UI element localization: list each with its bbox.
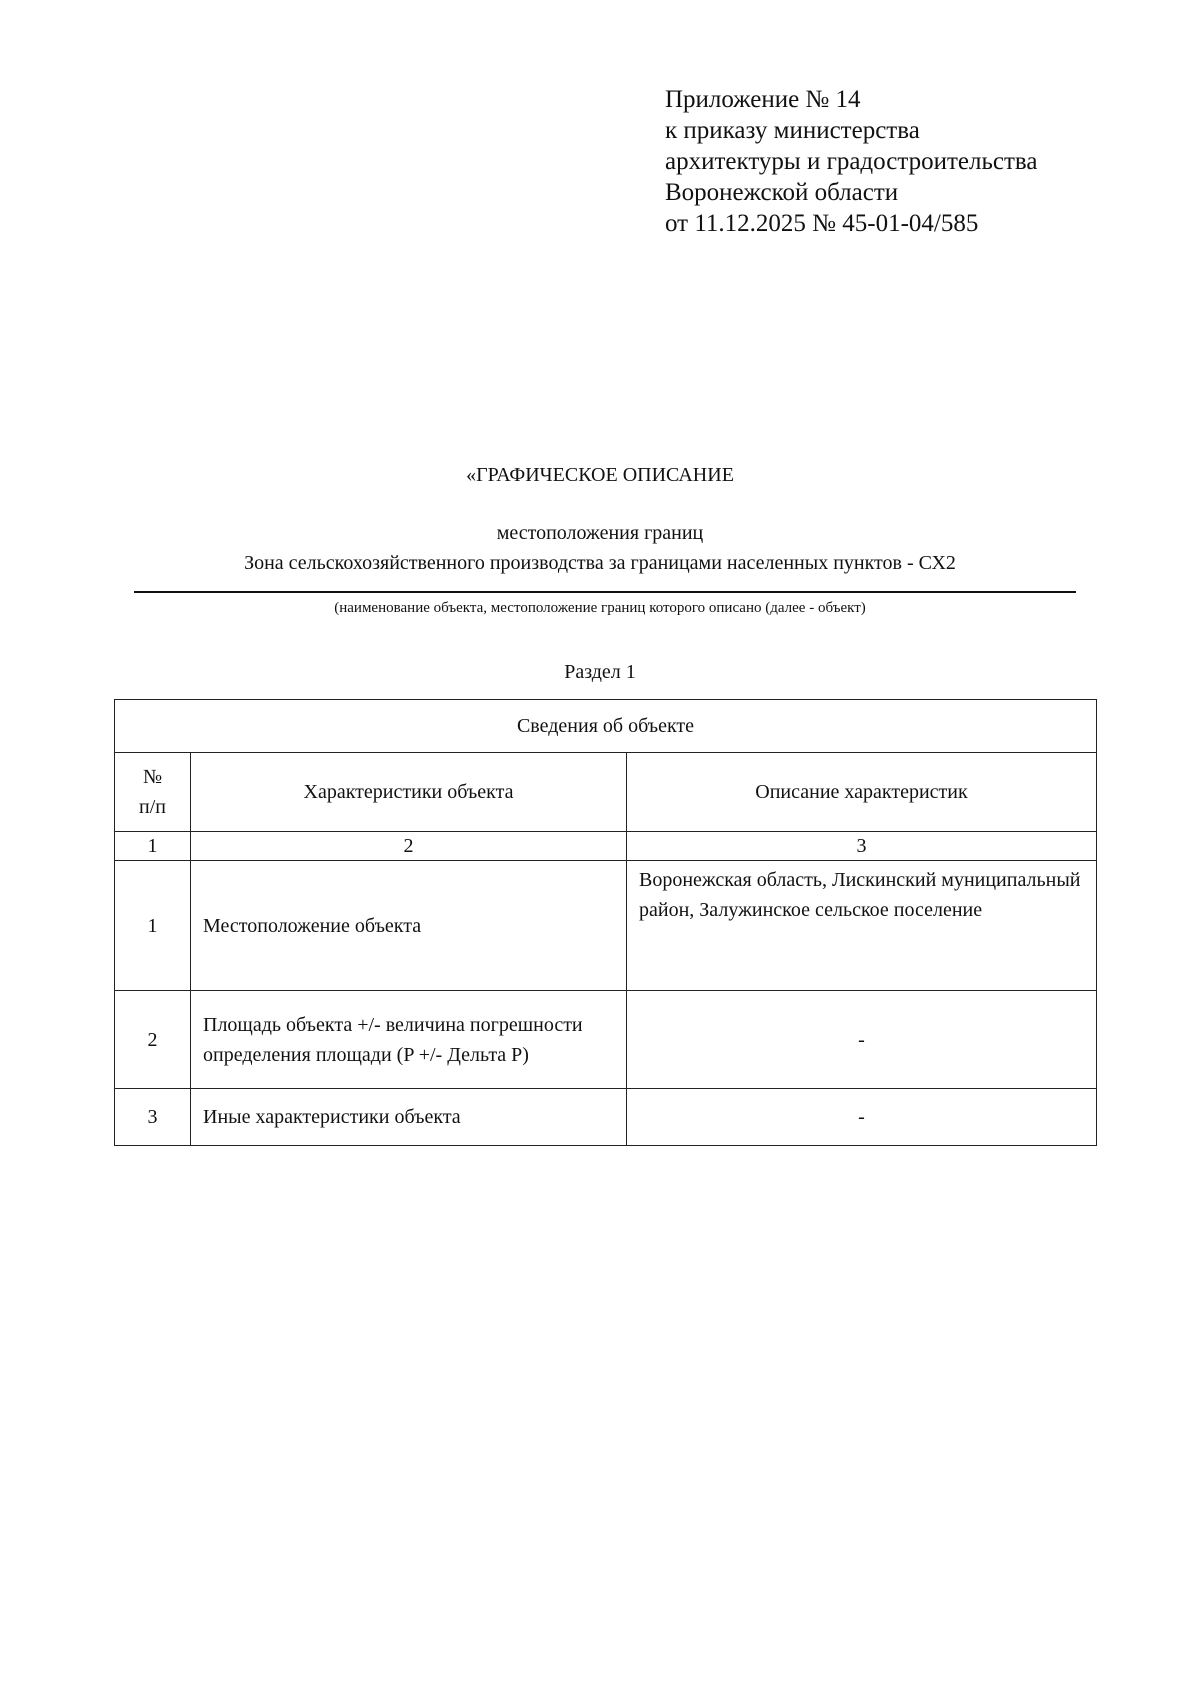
header-characteristic: Характеристики объекта	[191, 753, 627, 832]
appendix-line-5: от 11.12.2025 № 45-01-04/585	[665, 210, 979, 237]
column-number: 3	[627, 832, 1097, 861]
appendix-line-3: архитектуры и градостроительства	[665, 148, 1038, 175]
table-row	[115, 1089, 1097, 1146]
header-description: Описание характеристик	[627, 753, 1097, 832]
row-description: -	[627, 991, 1097, 1089]
column-number: 1	[115, 832, 191, 861]
subtitle-line-1: местоположения границ	[496, 522, 704, 544]
underline-caption: (наименование объекта, местоположение границ которого описано (далее - объект)	[334, 600, 866, 616]
appendix-line-1: Приложение № 14	[665, 86, 861, 113]
column-number-row	[115, 832, 1097, 861]
object-info-table	[114, 699, 1097, 1146]
subtitle-line-2: Зона сельскохозяйственного производства за границами населенных пунктов - СХ2	[244, 552, 956, 574]
header-num-line-2: п/п	[139, 796, 166, 818]
document-subtitle	[0, 518, 1200, 578]
table-caption: Сведения об объекте	[115, 700, 1097, 753]
table-caption-row	[115, 700, 1097, 753]
row-description: Воронежская область, Лискинский муниципальный район, Залужинское сельское поселение	[627, 861, 1097, 991]
column-number: 2	[191, 832, 627, 861]
appendix-block	[665, 84, 1037, 239]
header-num-line-1: №	[142, 766, 163, 788]
table-header-row	[115, 753, 1097, 832]
document-title: «ГРАФИЧЕСКОЕ ОПИСАНИЕ	[466, 464, 734, 486]
row-characteristic: Площадь объекта +/- величина погрешности определения площади (P +/- Дельта P)	[191, 991, 627, 1089]
header-num	[115, 753, 191, 832]
table-row	[115, 991, 1097, 1089]
title-underline	[134, 591, 1076, 593]
row-num: 2	[115, 991, 191, 1089]
row-num: 3	[115, 1089, 191, 1146]
table-row	[115, 861, 1097, 991]
section-label: Раздел 1	[564, 661, 636, 683]
appendix-line-2: к приказу министерства	[665, 117, 920, 144]
row-characteristic: Иные характеристики объекта	[191, 1089, 627, 1146]
appendix-line-4: Воронежской области	[665, 179, 899, 206]
row-characteristic: Местоположение объекта	[191, 861, 627, 991]
row-num: 1	[115, 861, 191, 991]
row-description: -	[627, 1089, 1097, 1146]
